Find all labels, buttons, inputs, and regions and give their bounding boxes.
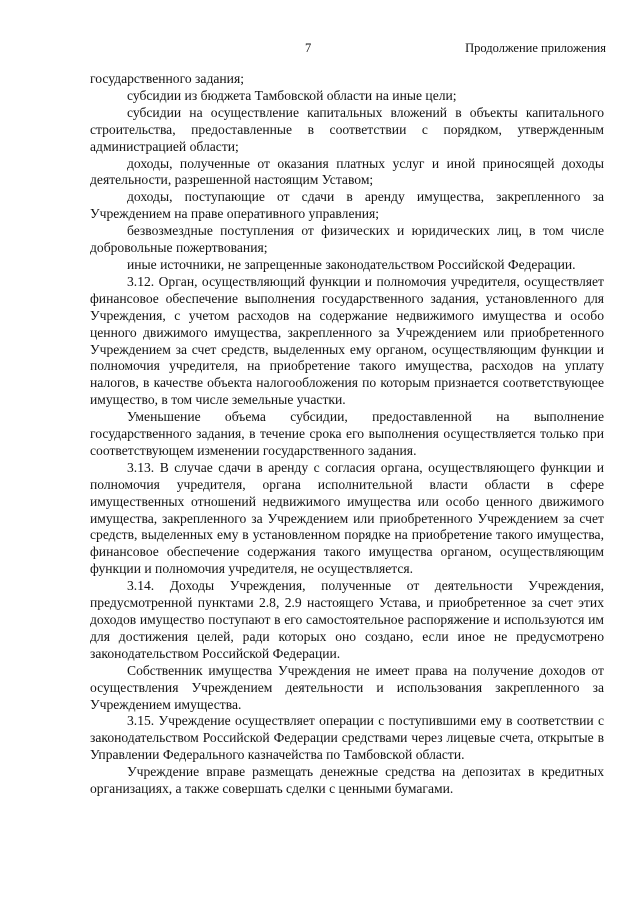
paragraph: Уменьшение объема субсидии, предоставленной на выполнение государственного задания, в течение срока его выполнения осуществляется только при соответствующем изменении государственного задания. [90,409,604,458]
clause-3-13: 3.13. В случае сдачи в аренду с согласия органа, осуществляющего функции и полномочия учредителя, органа исполнительной власти области в сфере имущественных отношений недвижимого имущества или особо ценного движимого имущества, закрепленного за Учреждением или приобретенного Учреждением за счет средств, выделенных ему в установленном порядке на приобретение такого имущества, финансовое обеспечение содержания такого имущества органом, осуществляющим функции и полномочия учредителя, не осуществляется. [90,459,604,577]
page-number: 7 [305,41,312,55]
clause-3-14: 3.14. Доходы Учреждения, полученные от деятельности Учреждения, предусмотренной пунктами 2.8, 2.9 настоящего Устава, и приобретенное за счет этих доходов имущество поступают в его самостоятельное распоряжение и используются им для достижения целей, ради которых оно создано, если иное не предусмотрено законодательством Российской Федерации. [90,578,604,661]
paragraph: субсидии на осуществление капитальных вложений в объекты капитального строительства, предоставленные в соответствии с порядком, утвержденным администрацией области; [90,104,604,154]
paragraph: субсидии из бюджета Тамбовской области на иные цели; [127,87,457,103]
clause-3-12: 3.12. Орган, осуществляющий функции и полномочия учредителя, осуществляет финансовое обеспечение выполнения государственного задания, установленного для Учреждения, с учетом расходов на содержание недвижимого имущества и особо ценного движимого имущества, закрепленного за Учреждением или приобретенного Учреждением за счет средств, выделенных ему органом, осуществляющим функции и полномочия учредителя, на приобретение такого имущества, расходов на уплату налогов, в качестве объекта налогообложения по которым признается соответствующее имущество, в том числе земельные участки. [90,273,604,408]
paragraph: Учреждение вправе размещать денежные средства на депозитах в кредитных организациях, а также совершать сделки с ценными бумагами. [90,764,604,797]
page-header [0,41,640,57]
paragraph: Собственник имущества Учреждения не имеет права на получение доходов от осуществления Учреждением деятельности и использования закрепленного за Учреждением имущества. [90,662,604,712]
paragraph: государственного задания; [90,71,244,86]
paragraph: иные источники, не запрещенные законодательством Российской Федерации. [127,256,576,272]
paragraph: доходы, поступающие от сдачи в аренду имущества, закрепленного за Учреждением на праве оперативного управления; [90,189,604,222]
paragraph: доходы, полученные от оказания платных услуг и иной приносящей доходы деятельности, разрешенной настоящим Уставом; [90,155,604,188]
document-body [90,71,604,798]
paragraph: безвозмездные поступления от физических и юридических лиц, в том числе добровольные пожертвования; [90,223,604,256]
continuation-label: Продолжение приложения [465,41,606,55]
clause-3-15: 3.15. Учреждение осуществляет операции с поступившими ему в соответствии с законодательством Российской Федерации средствами через лицевые счета, открытые в Управлении Федерального казначейства по Тамбовской области. [90,713,604,763]
